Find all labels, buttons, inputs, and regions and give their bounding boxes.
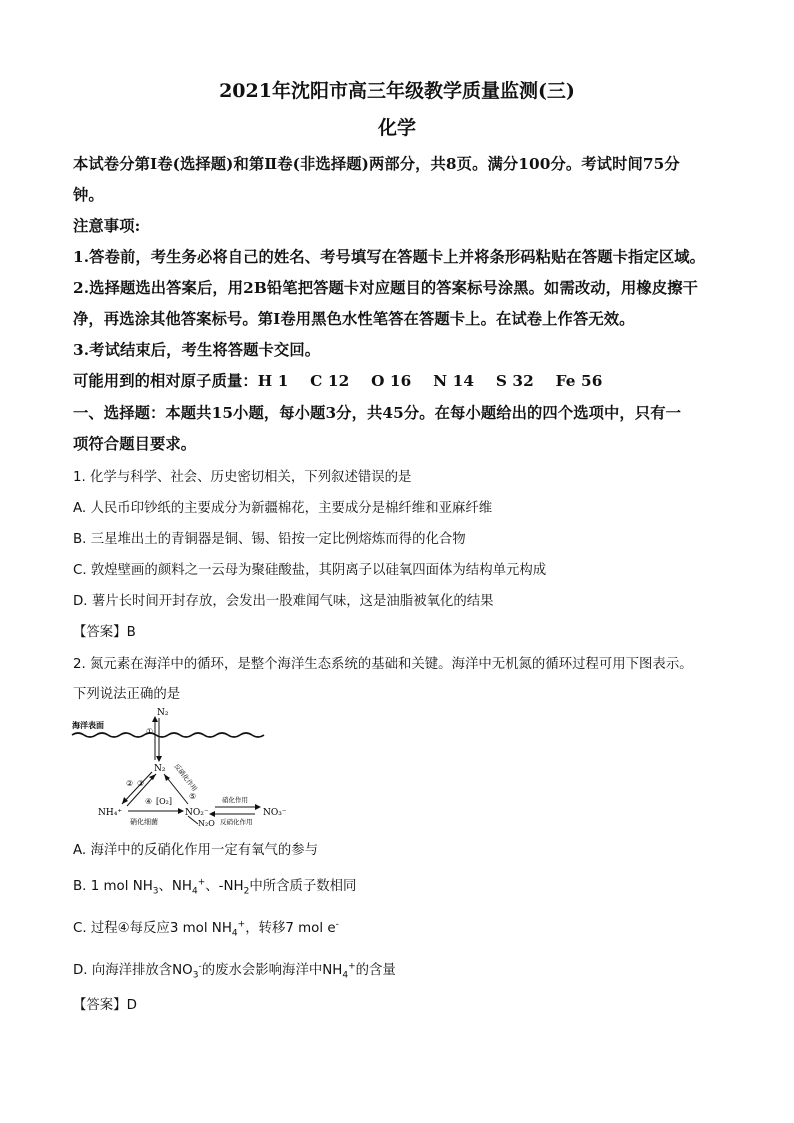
superscript-plus: +: [237, 919, 246, 930]
notes-heading: 注意事项:: [73, 217, 141, 235]
section-1-line-2: 项符合题目要求。: [73, 435, 197, 453]
q2-option-b-mid: 、NH: [158, 879, 192, 894]
q2-answer-value: D: [126, 998, 137, 1013]
q1-option-b: B. 三星堆出土的青铜器是铜、锡、铅按一定比例熔炼而得的化合物: [73, 532, 466, 547]
superscript-minus: -: [335, 919, 339, 930]
q2-option-d-prefix: D. 向海洋排放含NO: [73, 963, 193, 978]
q2-option-b-prefix: B. 1 mol NH: [73, 879, 153, 894]
subscript-2: 2: [243, 886, 250, 897]
q1-answer-value: B: [126, 625, 136, 640]
notes-item-1: 1.答卷前，考生务必将自己的姓名、考号填写在答题卡上并将条形码粘贴在答题卡指定区域。: [73, 248, 706, 266]
step-1-label: ①: [146, 727, 154, 736]
q2-option-b: [73, 875, 356, 897]
q2-option-c-suffix: ，转移7 mol e: [245, 921, 336, 936]
nitrogen-cycle-diagram: [70, 704, 310, 826]
nitrifying-bacteria-label: 硝化细菌: [130, 818, 158, 826]
q2-option-d-mid: 的废水会影响海洋中NH: [201, 963, 343, 978]
n2-mid-label: N₂: [154, 764, 166, 774]
subscript-4: 4: [231, 928, 238, 939]
q1-option-c: C. 敦煌壁画的颜料之一云母为聚硅酸盐，其阴离子以硅氧四面体为结构单元构成: [73, 563, 547, 578]
atomic-masses: 可能用到的相对原子质量：H 1 C 12 O 16 N 14 S 32 Fe 56: [73, 372, 603, 390]
n2o-label: N₂O: [198, 819, 215, 826]
q2-stem-line-1: 2. 氮元素在海洋中的循环，是整个海洋生态系统的基础和关键。海洋中无机氮的循环过程可用下图表示。: [73, 657, 693, 672]
n2-top-label: N₂: [157, 708, 169, 718]
denitrification-diagonal-label: 反硝化作用: [172, 762, 199, 793]
no3-label: NO₃⁻: [263, 808, 287, 818]
q2-option-b-mid2: 、-NH: [205, 879, 244, 894]
intro-line-2: 钟。: [73, 186, 104, 204]
notes-item-2-line-2: 净，再选涂其他答案标号。第Ⅰ卷用黑色水性笔答在答题卡上。在试卷上作答无效。: [73, 310, 635, 328]
q1-option-a: A. 人民币印钞纸的主要成分为新疆棉花，主要成分是棉纤维和亚麻纤维: [73, 501, 493, 516]
step-4-label: ④: [145, 797, 153, 806]
subscript-3: 3: [192, 970, 199, 981]
subject-title: 化学: [377, 117, 416, 139]
sea-surface-label: 海洋表面: [72, 721, 104, 730]
subscript-4: 4: [192, 886, 198, 897]
q2-option-a: A. 海洋中的反硝化作用一定有氧气的参与: [73, 843, 319, 858]
q2-stem-line-2: 下列说法正确的是: [73, 687, 181, 702]
oxygen-label: [O₂]: [156, 797, 173, 806]
q1-answer-tag: 【答案】: [73, 625, 127, 640]
q2-option-d: [73, 959, 396, 981]
q2-option-d-suffix: 的含量: [355, 963, 396, 978]
intro-line-1: 本试卷分第Ⅰ卷(选择题)和第Ⅱ卷(非选择题)两部分，共8页。满分100分。考试时间75分: [73, 155, 680, 173]
nh4-label: NH₄⁺: [98, 808, 123, 818]
q2-answer-tag: 【答案】: [73, 998, 127, 1013]
notes-item-2-line-1: 2.选择题选出答案后，用2B铅笔把答题卡对应题目的答案标号涂黑。如需改动，用橡皮擦干: [73, 279, 699, 297]
nitrification-label: 硝化作用: [222, 796, 248, 804]
page-title: 2021年沈阳市高三年级教学质量监测(三): [219, 80, 575, 102]
step-3-label: ③: [137, 779, 145, 788]
section-1-line-1: 一、选择题：本题共15小题，每小题3分，共45分。在每小题给出的四个选项中，只有一: [73, 404, 682, 422]
no2-label: NO₂⁻: [185, 808, 209, 818]
superscript-plus: +: [197, 877, 206, 888]
q2-option-b-suffix: 中所含质子数相同: [249, 879, 357, 894]
q2-answer: [73, 994, 137, 1013]
q1-answer: [73, 621, 136, 640]
q1-stem: 1. 化学与科学、社会、历史密切相关，下列叙述错误的是: [73, 470, 412, 485]
subscript-3: 3: [152, 886, 159, 897]
notes-item-3: 3.考试结束后，考生将答题卡交回。: [73, 341, 321, 359]
q2-option-c: [73, 917, 339, 939]
denitrification-label: 反硝化作用: [220, 818, 253, 826]
q2-option-c-prefix: C. 过程④每反应3 mol NH: [73, 921, 232, 936]
superscript-plus: +: [348, 961, 356, 972]
sea-surface-wave: [72, 733, 264, 737]
q1-option-d: D. 薯片长时间开封存放，会发出一股难闻气味，这是油脂被氧化的结果: [73, 594, 494, 609]
superscript-minus: -: [198, 961, 202, 972]
step-2-label: ②: [126, 779, 134, 788]
subscript-4: 4: [342, 970, 349, 981]
step-5-label: ⑤: [189, 792, 197, 801]
